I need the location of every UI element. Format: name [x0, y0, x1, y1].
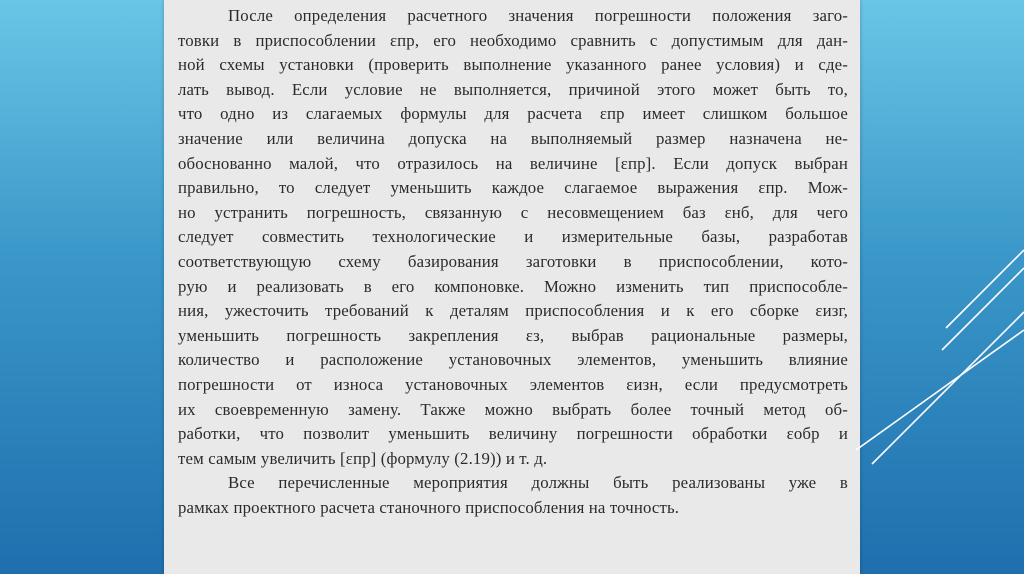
document-image-panel [164, 0, 860, 574]
text-line: погрешности от износа установочных элементов εизн, если предусмотреть [178, 374, 848, 394]
text-line: их своевременную замену. Также можно выбрать более точный метод об- [178, 399, 848, 419]
text-line: работки, что позволит уменьшить величину погрешности обработки εобр и [178, 424, 848, 444]
deco-line [872, 312, 1024, 464]
text-line: товки в приспособлении εпр, его необходимо сравнить с допустимым для дан- [178, 30, 848, 50]
text-line: обоснованно малой, что отразилось на величине [εпр]. Если допуск выбран [178, 153, 848, 173]
deco-line [942, 268, 1024, 350]
text-line: лать вывод. Если условие не выполняется, причиной этого может быть то, [178, 79, 848, 99]
text-line: что одно из слагаемых формулы для расчета εпр имеет слишком большое [178, 104, 848, 124]
decorative-diagonal-lines [850, 250, 1024, 450]
document-text [178, 4, 848, 520]
text-line: тем самым увеличить [εпр] (формулу (2.19)) и т. д. [178, 448, 548, 468]
text-line: Все перечисленные мероприятия должны быть реализованы уже в [228, 473, 848, 493]
text-line: соответствующую схему базирования заготовки в приспособлении, кото- [178, 251, 848, 271]
text-line: следует совместить технологические и измерительные базы, разработав [178, 227, 848, 247]
text-line: уменьшить погрешность закрепления εз, выбрав рациональные размеры, [178, 325, 848, 345]
text-line: значение или величина допуска на выполняемый размер назначена не- [178, 128, 848, 148]
paragraph-1 [178, 4, 848, 471]
text-line: рую и реализовать в его компоновке. Можно изменить тип приспособле- [178, 276, 848, 296]
deco-line [946, 250, 1024, 328]
text-line: ной схемы установки (проверить выполнение указанного ранее условия) и сде- [178, 55, 848, 75]
paragraph-2 [178, 471, 848, 520]
text-line: правильно, то следует уменьшить каждое слагаемое выражения εпр. Мож- [178, 178, 848, 198]
text-line: ния, ужесточить требований к деталям приспособления и к его сборке εизг, [178, 301, 848, 321]
text-line: но устранить погрешность, связанную с несовмещением баз εнб, для чего [178, 202, 848, 222]
text-line: рамках проектного расчета станочного приспособления на точность. [178, 497, 680, 517]
text-line: количество и расположение установочных элементов, уменьшить влияние [178, 350, 848, 370]
deco-line [856, 330, 1024, 450]
text-line: После определения расчетного значения погрешности положения заго- [228, 6, 848, 25]
